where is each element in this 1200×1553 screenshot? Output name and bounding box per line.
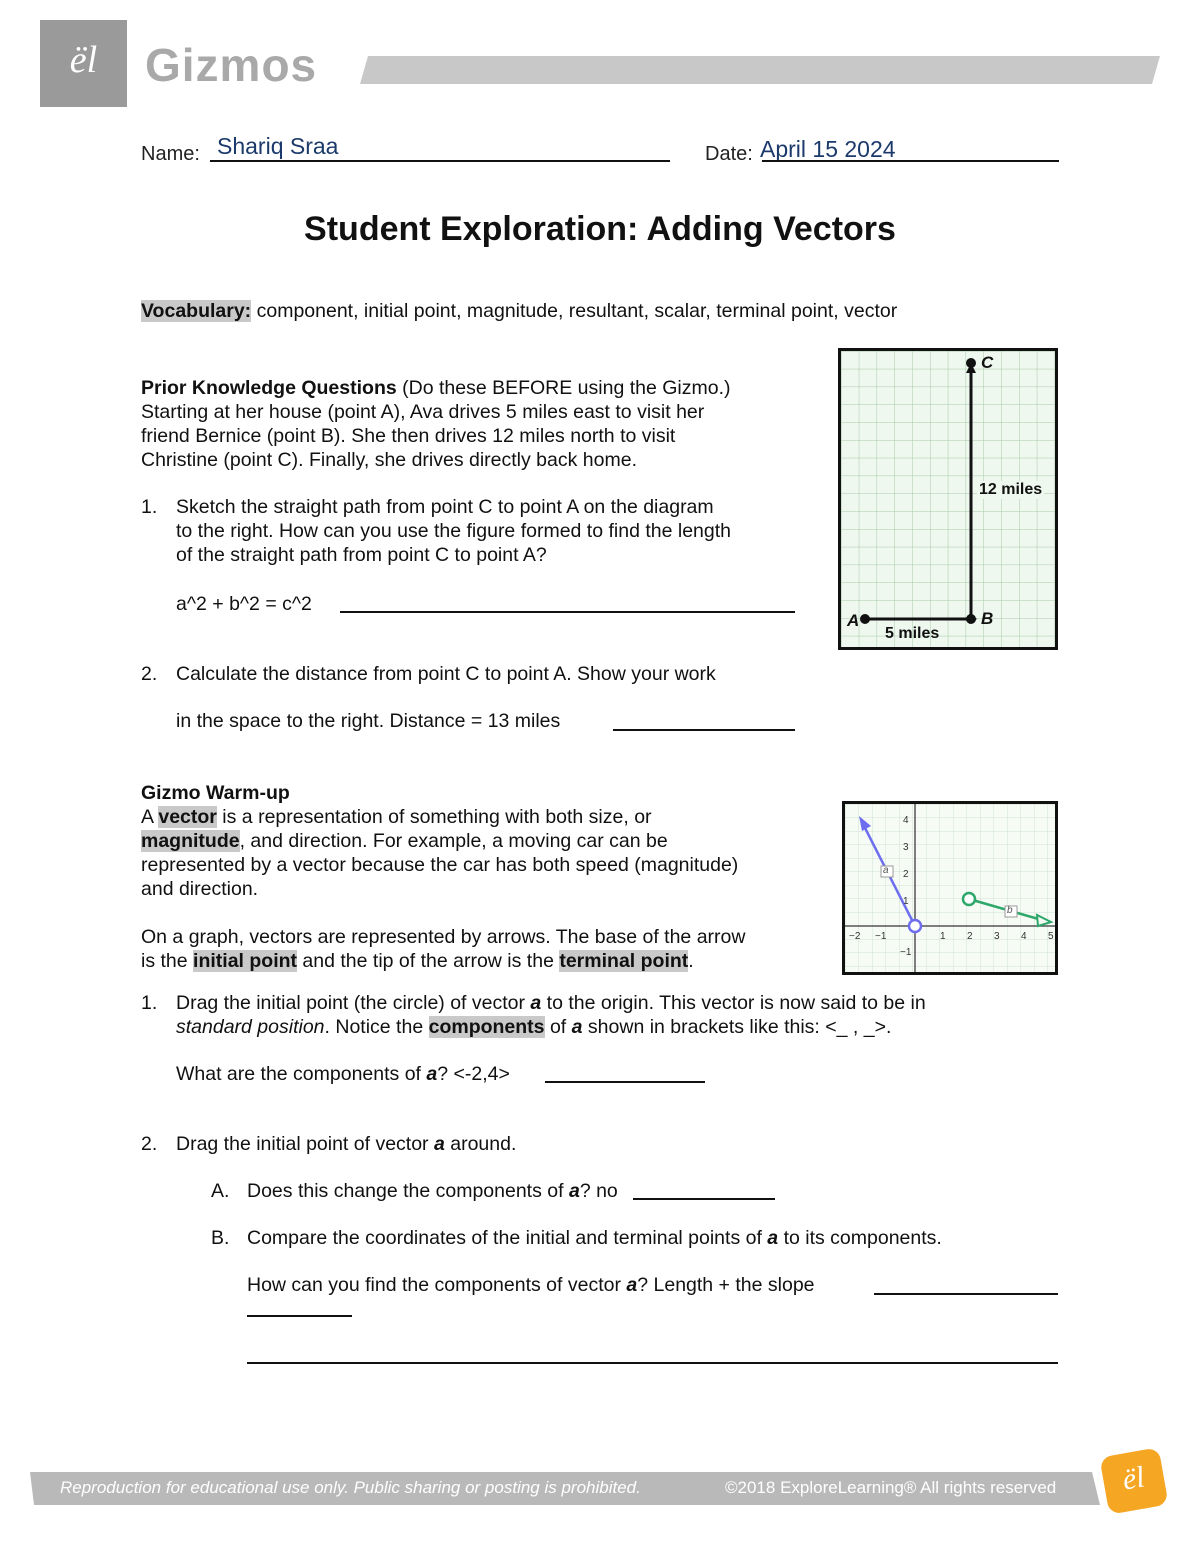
page-title: Student Exploration: Adding Vectors: [304, 210, 896, 248]
x-tick-label: 5: [1048, 931, 1054, 942]
x-tick-label: −1: [875, 931, 887, 942]
pk-answer-1[interactable]: a^2 + b^2 = c^2: [176, 593, 312, 615]
explorelearning-badge-icon: [1099, 1447, 1168, 1515]
question-number: 1.: [141, 992, 158, 1014]
vector-graph-svg: [845, 804, 1055, 972]
text: and the tip of the arrow is the: [297, 950, 560, 972]
warmup-question-2b: [247, 1226, 942, 1250]
answer-2a[interactable]: no: [596, 1180, 618, 1202]
point-c: [966, 358, 976, 368]
x-tick-label: 2: [967, 931, 973, 942]
question-line: to the right. How can you use the figure formed to find the length: [176, 520, 731, 542]
text: .: [688, 950, 694, 972]
vector-a-initial-point[interactable]: [909, 920, 921, 932]
term-terminal-point: terminal point: [559, 950, 689, 972]
sub-question-letter: B.: [211, 1227, 230, 1249]
intro-line: Christine (point C). Finally, she drives directly back home.: [141, 449, 637, 471]
text: Drag the initial point (the circle) of vector: [176, 992, 531, 1014]
y-tick-label: −1: [900, 947, 912, 958]
intro-line: Starting at her house (point A), Ava drives 5 miles east to visit her: [141, 401, 705, 423]
answer-2b[interactable]: Length + the slope: [653, 1274, 815, 1296]
x-tick-label: 3: [994, 931, 1000, 942]
answer-line: [340, 611, 795, 613]
text: represented by a vector because the car has both speed (magnitude): [141, 854, 739, 876]
pk-answer-2[interactable]: in the space to the right. Distance = 13 miles: [176, 710, 561, 732]
prior-knowledge-heading: Prior Knowledge Questions: [141, 377, 397, 399]
text: . Notice the: [324, 1016, 429, 1038]
question-number: 2.: [141, 1133, 158, 1155]
text: Compare the coordinates of the initial and terminal points of: [247, 1227, 768, 1249]
question-number: 1.: [141, 496, 158, 518]
name-line: [210, 160, 670, 162]
vocabulary: [141, 299, 897, 323]
label-c: C: [981, 353, 994, 372]
point-b: [966, 614, 976, 624]
text: is a representation of something with both size, or: [216, 806, 652, 828]
text: and direction.: [141, 878, 259, 900]
warmup-question-2a: [247, 1179, 618, 1203]
vector-b-label: b: [1007, 905, 1013, 916]
text: to its components.: [778, 1227, 942, 1249]
var-a: a: [568, 1180, 580, 1202]
date-line: [762, 160, 1059, 162]
warmup-answer-1: [176, 1062, 510, 1086]
y-tick-label: 3: [903, 842, 909, 853]
prior-knowledge-section: [141, 376, 821, 472]
vector-b-initial-point[interactable]: [963, 893, 975, 905]
answer-line: [613, 729, 795, 731]
term-components: components: [428, 1016, 545, 1038]
answer-line: [247, 1315, 352, 1317]
y-tick-label: 1: [903, 896, 909, 907]
var-a: a: [571, 1016, 583, 1038]
question-number: 2.: [141, 663, 158, 685]
y-tick-label: 4: [903, 815, 909, 826]
text: of: [544, 1016, 572, 1038]
text: to the origin. This vector is now said to be in: [541, 992, 926, 1014]
text: ?: [437, 1063, 454, 1085]
text: ?: [637, 1274, 654, 1296]
point-a: [860, 614, 870, 624]
label-b: B: [981, 609, 994, 628]
label-a: A: [847, 611, 860, 630]
var-a: a: [767, 1227, 779, 1249]
var-a: a: [433, 1133, 445, 1155]
vector-a-label: a: [883, 865, 889, 876]
text: How can you find the components of vector: [247, 1274, 627, 1296]
ava-route-diagram: [838, 348, 1058, 650]
term-magnitude: magnitude: [141, 830, 240, 852]
text: ?: [579, 1180, 597, 1202]
north-distance-label: 12 miles: [979, 481, 1043, 498]
answer-components[interactable]: <-2,4>: [453, 1063, 510, 1085]
pk-question-2: Calculate the distance from point C to point A. Show your work: [176, 663, 716, 685]
var-a: a: [626, 1274, 638, 1296]
text: , and direction. For example, a moving car can be: [239, 830, 668, 852]
sub-question-letter: A.: [211, 1180, 230, 1202]
warmup-question-1: [176, 991, 1056, 1039]
term-vector: vector: [158, 806, 217, 828]
header-bar: [360, 56, 1160, 84]
explorelearning-logo: [40, 20, 127, 107]
question-line: Sketch the straight path from point C to point A on the diagram: [176, 496, 714, 518]
x-tick-label: 4: [1021, 931, 1027, 942]
text: What are the components of: [176, 1063, 427, 1085]
badge-glyph: ël: [1120, 1460, 1148, 1497]
vocabulary-label: Vocabulary:: [141, 300, 252, 322]
date-label: Date:: [705, 143, 753, 165]
text: Drag the initial point of vector: [176, 1133, 434, 1155]
text: Does this change the components of: [247, 1180, 569, 1202]
route-grid: [841, 351, 1055, 647]
text: On a graph, vectors are represented by arrows. The base of the arrow: [141, 926, 746, 948]
footer-copyright: ©2018 ExploreLearning® All rights reserved: [725, 1478, 1057, 1497]
warmup-section: [141, 781, 831, 973]
text: A: [141, 806, 159, 828]
answer-line: [874, 1293, 1058, 1295]
y-tick-label: 2: [903, 869, 909, 880]
intro-line: friend Bernice (point B). She then drives 12 miles north to visit: [141, 425, 676, 447]
warmup-answer-2b: [247, 1273, 815, 1297]
text: shown in brackets like this: <_ , _>.: [582, 1016, 892, 1038]
answer-line: [545, 1081, 705, 1083]
date-value[interactable]: April 15 2024: [760, 136, 896, 162]
term-initial-point: initial point: [193, 950, 298, 972]
var-a: a: [530, 992, 542, 1014]
warmup-question-2: [176, 1132, 516, 1156]
pk-question-1: [176, 495, 806, 567]
answer-line: [247, 1362, 1058, 1364]
text: is the: [141, 950, 194, 972]
x-tick-label: −2: [849, 931, 861, 942]
question-line: of the straight path from point C to point A?: [176, 544, 547, 566]
name-value[interactable]: Shariq Sraa: [217, 133, 339, 159]
brand-name: Gizmos: [145, 39, 318, 91]
var-a: a: [426, 1063, 438, 1085]
vector-graph: [842, 801, 1058, 975]
footer-notice: Reproduction for educational use only. Public sharing or posting is prohibited.: [60, 1478, 641, 1497]
x-tick-label: 1: [940, 931, 946, 942]
east-distance-label: 5 miles: [885, 625, 940, 642]
text: around.: [444, 1133, 517, 1155]
name-label: Name:: [141, 143, 200, 165]
text: standard position: [176, 1016, 325, 1038]
answer-line: [633, 1198, 775, 1200]
logo-glyph: ël: [69, 39, 98, 81]
warmup-heading: Gizmo Warm-up: [141, 782, 290, 804]
vocabulary-terms: component, initial point, magnitude, resultant, scalar, terminal point, vector: [256, 300, 898, 322]
prior-knowledge-note: (Do these BEFORE using the Gizmo.): [396, 377, 731, 399]
